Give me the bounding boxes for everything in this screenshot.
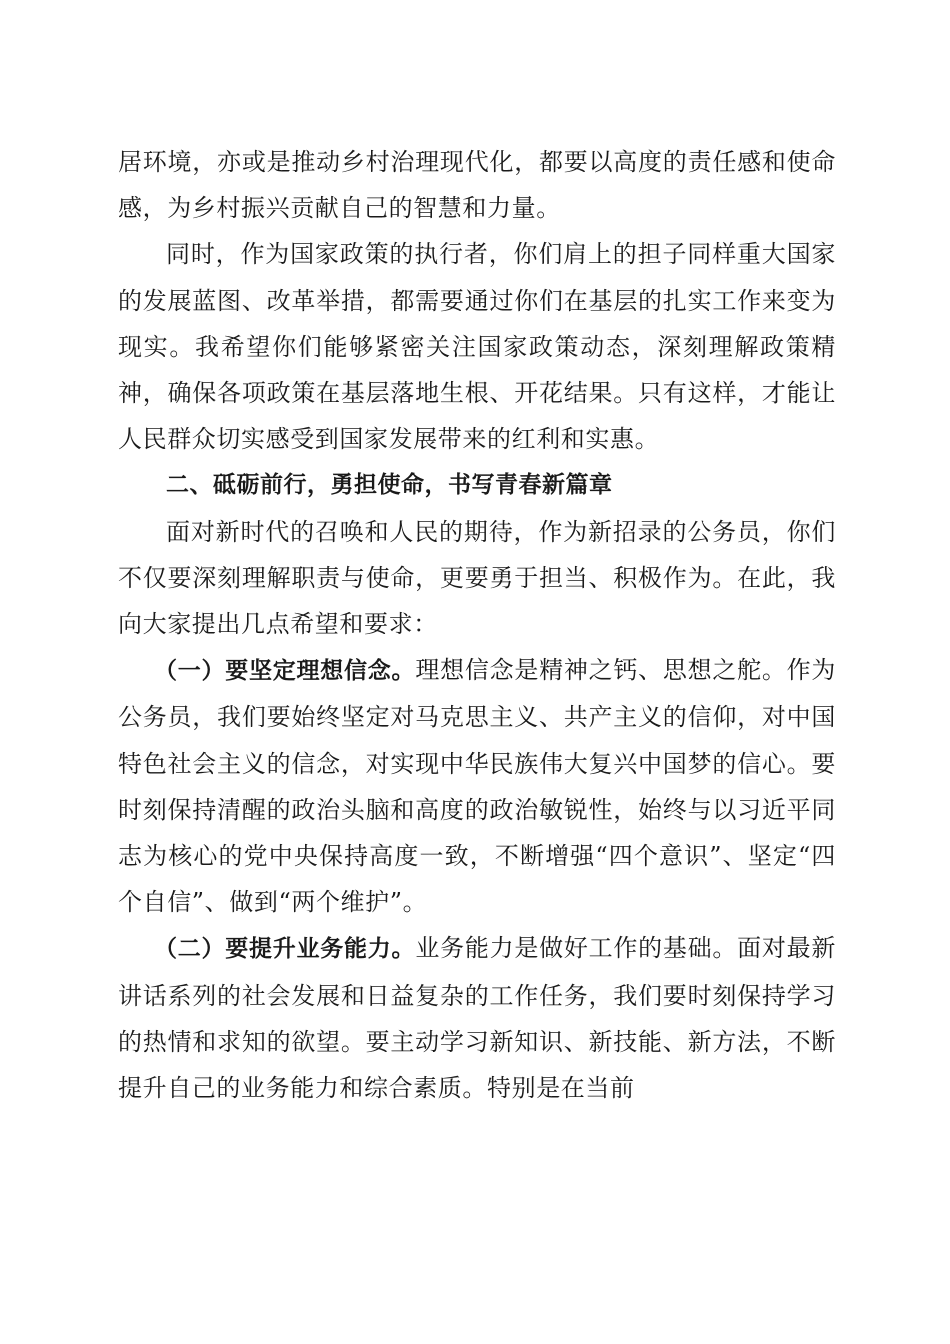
paragraph-1: 居环境，亦或是推动乡村治理现代化，都要以高度的责任感和使命感，为乡村振兴贡献自己的智慧和力量。 xyxy=(118,148,836,223)
list-item-2-lead: （二）要提升业务能力。 xyxy=(154,936,416,963)
paragraph-3: 面对新时代的召唤和人民的期待，作为新招录的公务员，你们不仅要深刻理解职责与使命，更要勇于担当、积极作为。在此，我向大家提出几点希望和要求： xyxy=(118,517,836,639)
list-item-2 xyxy=(118,925,836,1111)
list-item-1 xyxy=(118,647,836,925)
list-item-2-body: 业务能力是做好工作的基础。面对最新讲话系列的社会发展和日益复杂的工作任务，我们要时刻保持学习的热情和求知的欲望。要主动学习新知识、新技能、新方法，不断提升自己的业务能力和综合素质。特别是在当前 xyxy=(118,934,836,1103)
list-item-1-lead: （一）要坚定理想信念。 xyxy=(154,658,416,685)
paragraph-2: 同时，作为国家政策的执行者，你们肩上的担子同样重大国家的发展蓝图、改革举措，都需要通过你们在基层的扎实工作来变为现实。我希望你们能够紧密关注国家政策动态，深刻理解政策精神，确保各项政策在基层落地生根、开花结果。只有这样，才能让人民群众切实感受到国家发展带来的红利和实惠。 xyxy=(118,240,836,454)
section-heading-2: 二、砥砺前行，勇担使命，书写青春新篇章 xyxy=(166,472,613,499)
list-item-1-body: 理想信念是精神之钙、思想之舵。作为公务员，我们要始终坚定对马克思主义、共产主义的信仰，对中国特色社会主义的信念，对实现中华民族伟大复兴中国梦的信心。要时刻保持清醒的政治头脑和高度的政治敏锐性，始终与以习近平同志为核心的党中央保持高度一致，不断增强“四个意识”、坚定“四个自信”、做到“两个维护”。 xyxy=(118,656,836,917)
document-body xyxy=(118,139,836,1111)
